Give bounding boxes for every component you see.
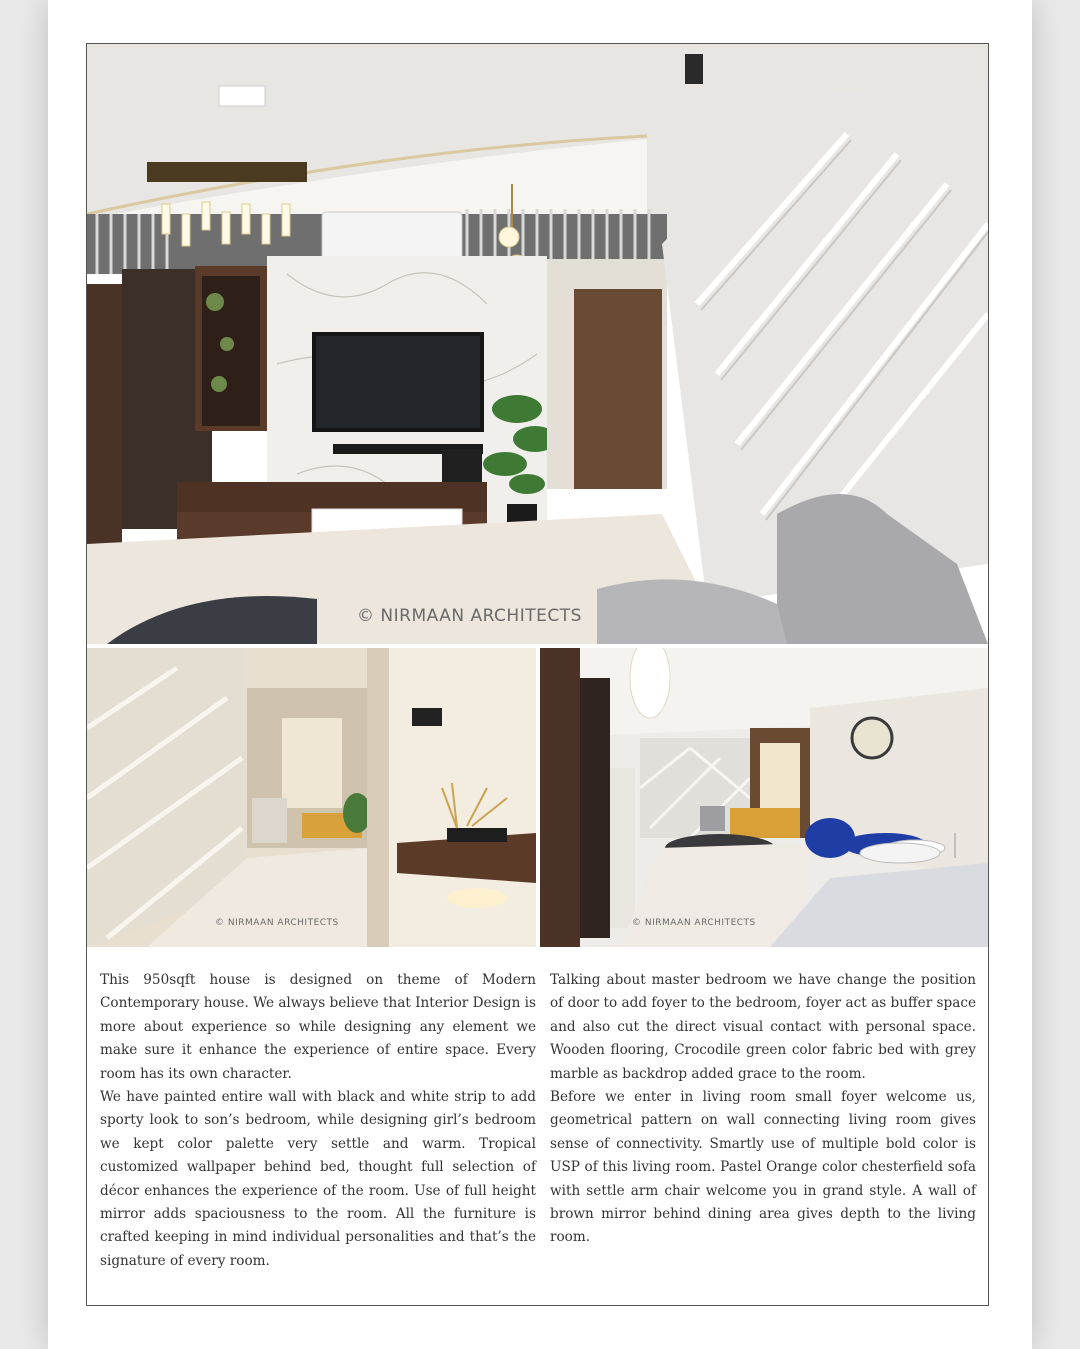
paragraph: This 950sqft house is designed on theme of Modern Contemporary house. We always believe that Interior Design is more about experience so while designing any element we make sure it enhance the experience of entire space. Every room has its own character. — [100, 972, 536, 1082]
living-dining-photo — [540, 648, 988, 947]
living-room-main-photo — [87, 44, 988, 644]
paragraph: Talking about master bedroom we have change the position of door to add foyer to the bedroom, foyer act as buffer space and also cut the direct visual contact with personal space. Wooden flooring, Crocodile green color fabric bed with grey marble as backdrop added grace to the room. — [550, 972, 976, 1082]
paragraph: We have painted entire wall with black and white strip to add sporty look to son’s bedroom, while designing girl’s bedroom we kept color palette very settle and warm. Tropical customized wallpaper behind bed, thought full selection of décor enhances the experience of the room. Use of full height mirror adds spaciousness to the room. All the furniture is crafted keeping in mind individual personalities and that’s the signature of every room. — [100, 1089, 536, 1269]
article-left-column — [100, 969, 536, 1273]
foyer-photo — [87, 648, 536, 947]
watermark: © NIRMAAN ARCHITECTS — [632, 918, 756, 928]
watermark: © NIRMAAN ARCHITECTS — [215, 918, 339, 928]
paragraph: Before we enter in living room small foyer welcome us, geometrical pattern on wall connecting living room gives sense of connectivity. Smartly use of multiple bold color is USP of this living room. Pastel Orange color chesterfield sofa with settle arm chair welcome you in grand style. A wall of brown mirror behind dining area gives depth to the living room. — [550, 1089, 976, 1246]
article-right-column — [550, 969, 976, 1250]
article-frame — [86, 43, 989, 1306]
watermark: © NIRMAAN ARCHITECTS — [357, 606, 582, 626]
